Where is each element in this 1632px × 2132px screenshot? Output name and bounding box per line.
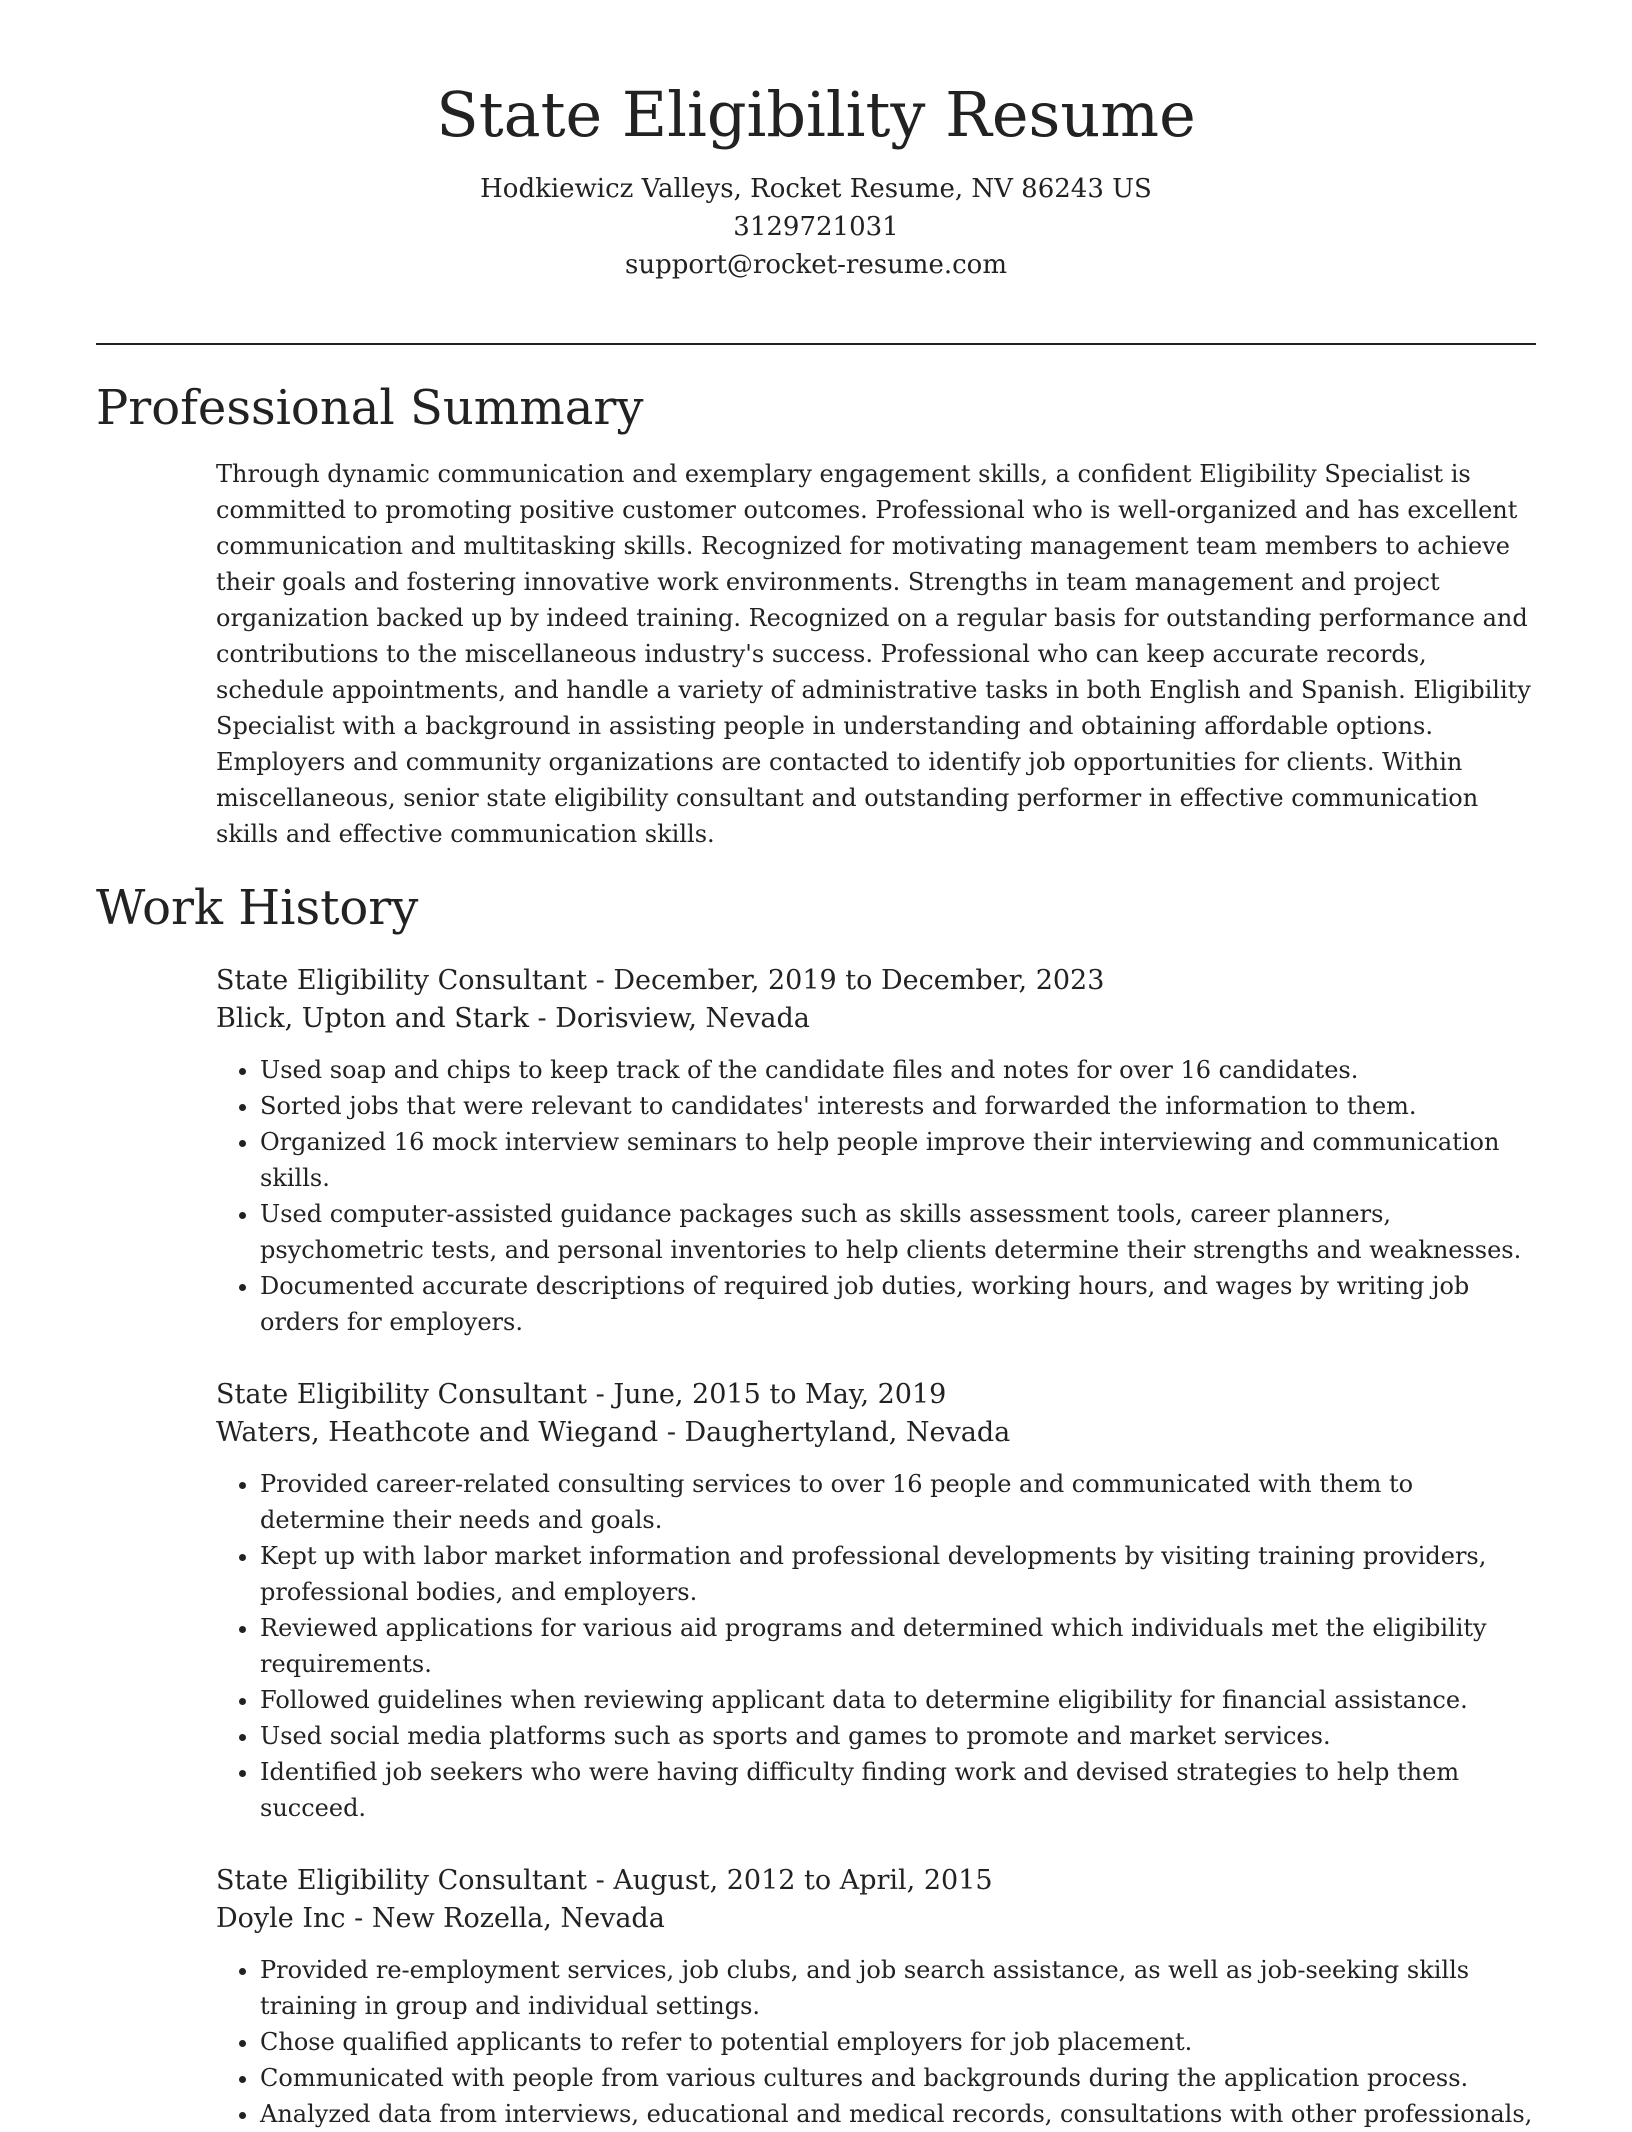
job-location: New Rozella, Nevada [371, 1902, 665, 1934]
job-company-separator: - [666, 1416, 685, 1448]
contact-phone: 3129721031 [733, 212, 899, 243]
job-duty-item: • Used soap and chips to keep track of the candidate files and notes for over 16 candidates. [260, 1052, 1536, 1088]
job-company: Doyle Inc [216, 1902, 346, 1934]
professional-summary-text: Through dynamic communication and exemplary engagement skills, a confident Eligibility Specialist is committed to promoting positive customer outcomes. Professional who is well-organized and has excellent communication and multitasking skills. Recognized for motivating management team members to achieve their goals and fostering innovative work environments. Strengths in team management and project organization backed up by indeed training. Recognized on a regular basis for outstanding performance and contributions to the miscellaneous industry's success. Professional who can keep accurate records, schedule appointments, and handle a variety of administrative tasks in both English and Spanish. Eligibility Specialist with a background in assisting people in understanding and obtaining affordable options. Employers and community organizations are contacted to identify job opportunities for clients. Within miscellaneous, senior state eligibility consultant and outstanding performer in effective communication skills and effective communication skills. [216, 459, 1531, 848]
job-duties-list [216, 1052, 1536, 1340]
job-duty-item: • Organized 16 mock interview seminars to help people improve their interviewing and communication skills. [260, 1124, 1536, 1196]
resume-header [0, 78, 1632, 284]
contact-address: Hodkiewicz Valleys, Rocket Resume, NV 86243 US [480, 174, 1152, 205]
job-company-line [216, 1000, 1536, 1038]
job-entry [216, 1862, 1536, 2132]
header-divider [96, 343, 1536, 345]
job-title-separator: - [595, 964, 614, 996]
job-duty-item: • Provided re-employment services, job clubs, and job search assistance, as well as job-seeking skills training in group and individual settings. [260, 1952, 1536, 2024]
job-entry [216, 1376, 1536, 1826]
job-dates: August, 2012 to April, 2015 [613, 1864, 993, 1896]
job-duties-list [216, 1952, 1536, 2132]
professional-summary-section [96, 380, 1536, 852]
professional-summary-heading: Professional Summary [96, 380, 644, 436]
work-history-section [96, 880, 1536, 2132]
job-duty-item: • Reviewed applications for various aid programs and determined which individuals met the eligibility requirements. [260, 1610, 1536, 1682]
job-duty-item: • Kept up with labor market information and professional developments by visiting training providers, professional bodies, and employers. [260, 1538, 1536, 1610]
job-company: Waters, Heathcote and Wiegand [216, 1416, 659, 1448]
job-duty-item: • Chose qualified applicants to refer to potential employers for job placement. [260, 2024, 1536, 2060]
job-duties-list [216, 1466, 1536, 1826]
job-entry [216, 962, 1536, 1340]
job-title-line [216, 1862, 1536, 1900]
job-title: State Eligibility Consultant [216, 964, 587, 996]
job-duty-item: • Sorted jobs that were relevant to candidates' interests and forwarded the information to them. [260, 1088, 1536, 1124]
job-duty-item: • Documented accurate descriptions of required job duties, working hours, and wages by writing job orders for employers. [260, 1268, 1536, 1340]
job-duty-item: • Communicated with people from various cultures and backgrounds during the application process. [260, 2060, 1536, 2096]
job-company-line [216, 1414, 1536, 1452]
job-company: Blick, Upton and Stark [216, 1002, 529, 1034]
job-dates: June, 2015 to May, 2019 [613, 1378, 947, 1410]
job-company-line [216, 1900, 1536, 1938]
job-duty-item: • Analyzed data from interviews, educational and medical records, consultations with other professionals, [260, 2096, 1536, 2132]
job-dates: December, 2019 to December, 2023 [613, 964, 1105, 996]
resume-title: State Eligibility Resume [436, 78, 1196, 151]
job-title-line [216, 1376, 1536, 1414]
work-history-heading: Work History [96, 880, 419, 936]
job-location: Daughertyland, Nevada [684, 1416, 1011, 1448]
job-title-line [216, 962, 1536, 1000]
job-title-separator: - [595, 1378, 614, 1410]
job-duty-item: • Identified job seekers who were having difficulty finding work and devised strategies to help them succeed. [260, 1754, 1536, 1826]
job-duty-item: • Provided career-related consulting services to over 16 people and communicated with them to determine their needs and goals. [260, 1466, 1536, 1538]
job-duty-item: • Followed guidelines when reviewing applicant data to determine eligibility for financial assistance. [260, 1682, 1536, 1718]
job-duty-item: • Used social media platforms such as sports and games to promote and market services. [260, 1718, 1536, 1754]
job-title-separator: - [595, 1864, 614, 1896]
job-duty-item: • Used computer-assisted guidance packages such as skills assessment tools, career planners, psychometric tests, and personal inventories to help clients determine their strengths and weaknesses. [260, 1196, 1536, 1268]
job-location: Dorisview, Nevada [555, 1002, 810, 1034]
job-company-separator: - [354, 1902, 372, 1934]
contact-email: support@rocket-resume.com [624, 250, 1007, 281]
job-title: State Eligibility Consultant [216, 1378, 587, 1410]
job-company-separator: - [537, 1002, 556, 1034]
job-title: State Eligibility Consultant [216, 1864, 587, 1896]
